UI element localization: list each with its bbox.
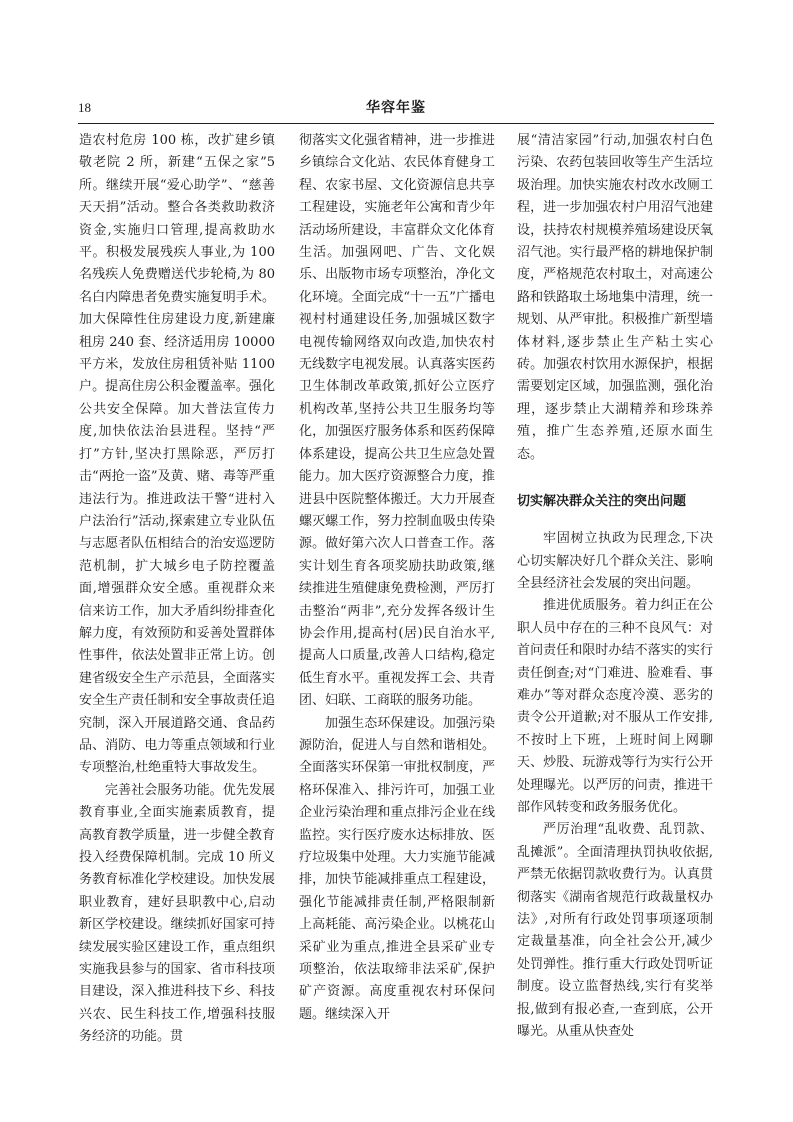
paragraph: 牢固树立执政为民理念,下决心切实解决好几个群众关注、影响全县经济社会发展的突出问题。 (517, 531, 713, 591)
header-rule (78, 123, 714, 124)
paragraph: 严厉治理“乱收费、乱罚款、乱摊派”。全面清理执罚执收依据,严禁无依据罚款收费行为。认真贯彻落实《湖南省规范行政裁量权办法》,对所有行政处罚事项逐项制定裁量基准，向全社会公开,减少处罚弹性。推行重大行政处罚听证制度。设立监督热线,实行有奖举报,做到有报必查,一查到底，公开曝光。从重从快查处 (517, 822, 713, 1040)
paragraph: 推进优质服务。着力纠正在公职人员中存在的三种不良风气：对首问责任和限时办结不落实的实行责任倒查;对“门难进、脸难看、事难办”等对群众态度冷漠、恶劣的责令公开道歉;对不服从工作安排,不按时上下班，上班时间上网聊天、炒股、玩游戏等行为实行公开处理曝光。以严厉的问责，推进干部作风转变和政务服务优化。 (517, 598, 713, 815)
text-column-2 (299, 130, 495, 1026)
paragraph: 造农村危房 100 栋，改扩建乡镇敬老院 2 所，新建“五保之家”5 所。继续开展“爱心助学”、“慈善天天捐”活动。整合各类救助救济资金,实施归口管理,提高救助水平。积极发展残疾人事业,为 100 名残疾人免费赠送代步轮椅,为 80 名白内障患者免费实施复明手术。加大保障性住房建设力度,新建廉租房 240 套、经济适用房 10000 平方米，发放住房租赁补贴 1100 户。提高住房公积金覆盖率。强化公共安全保障。加大普法宣传力度,加快依法治县进程。坚持“严打”方针,坚决打黑除恶，严厉打击“两抢一盗”及黄、赌、毒等严重违法行为。推进政法干警“进村入户法治行”活动,探索建立专业队伍与志愿者队伍相结合的治安巡逻防范机制，扩大城乡电子防控覆盖面,增强群众安全感。重视群众来信来访工作，加大矛盾纠纷排查化解力度，有效预防和妥善处置群体性事件，依法处置非正常上访。创建省级安全生产示范县，全面落实安全生产责任制和安全事故责任追究制，深入开展道路交通、食品药品、消防、电力等重点领域和行业专项整治,杜绝重特大事故发生。 (79, 133, 275, 776)
section-heading: 切实解决群众关注的突出问题 (517, 494, 687, 510)
paragraph: 完善社会服务功能。优先发展教育事业,全面实施素质教育，提高教育教学质量，进一步健全教育投入经费保障机制。完成 10 所义务教育标准化学校建设。加快发展职业教育，建好县职教中心,启动新区学校建设。继续抓好国家可持续发展实验区建设工作，重点组织实施我县参与的国家、省市科技项目建设，深入推进科技下乡、科技兴农、民生科技工作,增强科技服务经济的功能。贯 (79, 782, 275, 1045)
text-column-3 (517, 130, 713, 1043)
paragraph: 展“清洁家园”行动,加强农村白色污染、农药包装回收等生产生活垃圾治理。加快实施农村改水改厕工程，进一步加强农村户用沼气池建设，扶持农村规模养殖场建设厌氧沼气池。实行最严格的耕地保护制度，严格规范农村取土，对高速公路和铁路取土场地集中清理，统一规划、从严审批。积极推广新型墙体材料,逐步禁止生产粘土实心砖。加强农村饮用水源保护，根据需要划定区域，加强监测，强化治理，逐步禁止大湖精养和珍珠养殖，推广生态养殖,还原水面生态。 (517, 133, 713, 462)
paragraph: 彻落实文化强省精神，进一步推进乡镇综合文化站、农民体育健身工程、农家书屋、文化资源信息共享工程建设，实施老年公寓和青少年活动场所建设，丰富群众文化体育生活。加强网吧、广告、文化娱乐、出版物市场专项整治，净化文化环境。全面完成“十一五”广播电视村村通建设任务,加强城区数字电视传输网络双向改造,加快农村无线数字电视发展。认真落实医药卫生体制改革政策,抓好公立医疗机构改革,坚持公共卫生服务均等化，加强医疗服务体系和医药保障体系建设，提高公共卫生应急处置能力。加大医疗资源整合力度，推进县中医院整体搬迁。大力开展查螺灭螺工作，努力控制血吸虫传染源。做好第六次人口普查工作。落实计划生育各项奖励扶助政策,继续推进生殖健康免费检测，严厉打击整治“两非”,充分发挥各级计生协会作用,提高村(居)民自治水平,提高人口质量,改善人口结构,稳定低生育水平。重视发挥工会、共青团、妇联、工商联的服务功能。 (299, 133, 495, 709)
running-title: 华容年鉴 (366, 100, 426, 116)
page-number: 18 (78, 100, 91, 115)
page-header (78, 99, 714, 123)
text-column-1 (79, 130, 275, 1049)
paragraph: 加强生态环保建设。加强污染源防治，促进人与自然和谐相处。全面落实环保第一审批权制度，严格环保准入、排污许可，加强工业企业污染治理和重点排污企业在线监控。实行医疗废水达标排放、医疗垃圾集中处理。大力实施节能减排，加快节能减排重点工程建设，强化节能减排责任制,严格限制新上高耗能、高污染企业。以桃花山采矿业为重点,推进全县采矿业专项整治，依法取缔非法采矿,保护矿产资源。高度重视农村环保问题。继续深入开 (299, 715, 495, 1022)
